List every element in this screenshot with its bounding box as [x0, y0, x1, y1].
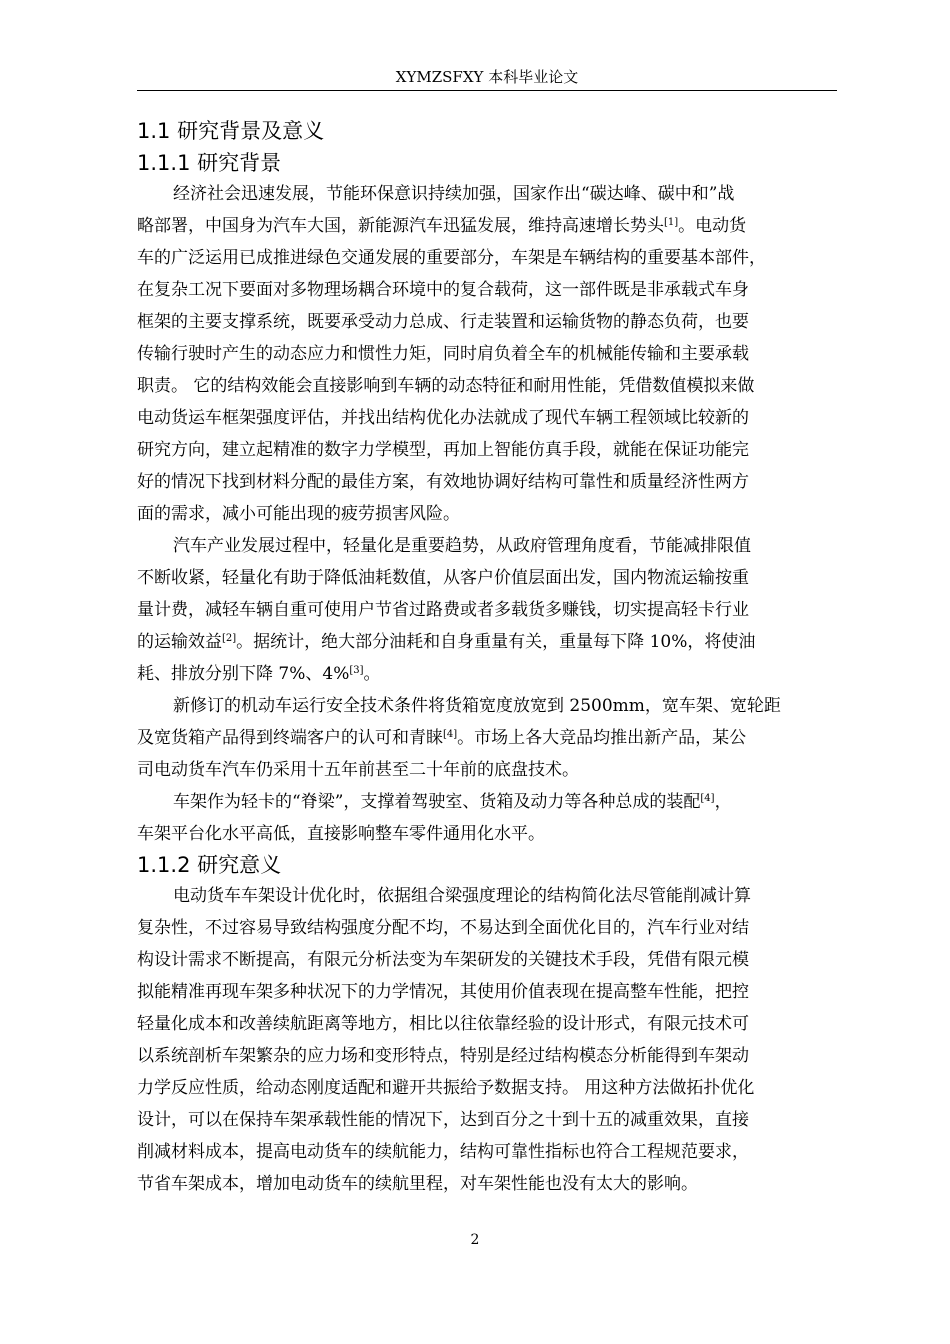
page-number: 2 [470, 1232, 480, 1248]
text-span: 。电动货 [678, 216, 747, 236]
text-line [137, 658, 837, 690]
subsection-heading-significance: 1.1.2 研究意义 [137, 853, 282, 877]
citation-ref: [1] [664, 217, 679, 228]
text-span: 。市场上各大竞品均推出新产品，某公 [457, 728, 747, 748]
text-line: 传输行驶时产生的动态应力和惯性力矩，同时肩负着全车的机械能传输和主要承载 [137, 344, 749, 364]
text-line: 经济社会迅速发展，节能环保意识持续加强，国家作出“碳达峰、碳中和”战 [173, 184, 735, 204]
text-line: 节省车架成本，增加电动货车的续航里程，对车架性能也没有太大的影响。 [137, 1174, 698, 1194]
text-line: 新修订的机动车运行安全技术条件将货箱宽度放宽到 2500mm，宽车架、宽轮距 [173, 696, 781, 716]
text-span: 耗、排放分别下降 7%、4% [137, 664, 350, 684]
text-line: 电动货运车框架强度评估，并找出结构优化办法就成了现代车辆工程领域比较新的 [137, 408, 749, 428]
text-line: 车架平台化水平高低，直接影响整车零件通用化水平。 [137, 824, 545, 844]
text-line: 汽车产业发展过程中，轻量化是重要趋势，从政府管理角度看，节能减排限值 [173, 536, 751, 556]
subsection-heading-background: 1.1.1 研究背景 [137, 151, 282, 175]
text-line: 削减材料成本，提高电动货车的续航能力，结构可靠性指标也符合工程规范要求， [137, 1142, 749, 1162]
text-line: 在复杂工况下要面对多物理场耦合环境中的复合载荷，这一部件既是非承载式车身 [137, 280, 749, 300]
text-line: 轻量化成本和改善续航距离等地方，相比以往依靠经验的设计形式，有限元技术可 [137, 1014, 749, 1034]
citation-ref: [2] [222, 633, 237, 644]
text-span: 。据统计，绝大部分油耗和自身重量有关，重量每下降 10%，将使油 [236, 632, 756, 652]
text-line: 不断收紧，轻量化有助于降低油耗数值，从客户价值层面出发，国内物流运输按重 [137, 568, 749, 588]
text-line [137, 722, 837, 754]
text-line: 研究方向，建立起精准的数字力学模型，再加上智能仿真手段，就能在保证功能完 [137, 440, 749, 460]
text-span: 及宽货箱产品得到终端客户的认可和青睐 [137, 728, 443, 748]
text-line: 职责。 它的结构效能会直接影响到车辆的动态特征和耐用性能，凭借数值模拟来做 [137, 376, 755, 396]
citation-ref: [3] [349, 665, 364, 676]
text-line: 好的情况下找到材料分配的最佳方案，有效地协调好结构可靠性和质量经济性两方 [137, 472, 749, 492]
text-line: 电动货车车架设计优化时，依据组合梁强度理论的结构简化法尽管能削减计算 [173, 886, 751, 906]
text-line: 面的需求，减小可能出现的疲劳损害风险。 [137, 504, 460, 524]
text-span: 。 [363, 664, 381, 684]
text-line: 司电动货车汽车仍采用十五年前甚至二十年前的底盘技术。 [137, 760, 579, 780]
text-line [137, 626, 837, 658]
text-line [173, 786, 837, 818]
text-line: 车的广泛运用已成推进绿色交通发展的重要部分，车架是车辆结构的重要基本部件， [137, 248, 766, 268]
text-line: 构设计需求不断提高，有限元分析法变为车架研发的关键技术手段，凭借有限元模 [137, 950, 749, 970]
text-span: 略部署，中国身为汽车大国，新能源汽车迅猛发展，维持高速增长势头 [137, 216, 664, 236]
text-line: 量计费，减轻车辆自重可使用户节省过路费或者多载货多赚钱，切实提高轻卡行业 [137, 600, 749, 620]
text-line: 设计，可以在保持车架承载性能的情况下，达到百分之十到十五的减重效果，直接 [137, 1110, 749, 1130]
text-line: 以系统剖析车架繁杂的应力场和变形特点，特别是经过结构模态分析能得到车架动 [137, 1046, 749, 1066]
text-span: ， [714, 792, 732, 812]
section-heading: 1.1 研究背景及意义 [137, 119, 325, 143]
running-header: XYMZSFXY 本科毕业论文 [137, 66, 837, 91]
citation-ref: [4] [443, 729, 458, 740]
text-span: 车架作为轻卡的“脊梁”，支撑着驾驶室、货箱及动力等各种总成的装配 [173, 792, 701, 812]
text-line: 复杂性，不过容易导致结构强度分配不均，不易达到全面优化目的，汽车行业对结 [137, 918, 749, 938]
text-line: 拟能精准再现车架多种状况下的力学情况，其使用价值表现在提高整车性能，把控 [137, 982, 749, 1002]
text-line: 框架的主要支撑系统，既要承受动力总成、行走装置和运输货物的静态负荷，也要 [137, 312, 749, 332]
text-line: 力学反应性质，给动态刚度适配和避开共振给予数据支持。 用这种方法做拓扑优化 [137, 1078, 755, 1098]
text-line [137, 210, 837, 242]
citation-ref: [4] [700, 793, 715, 804]
text-span: 的运输效益 [137, 632, 222, 652]
